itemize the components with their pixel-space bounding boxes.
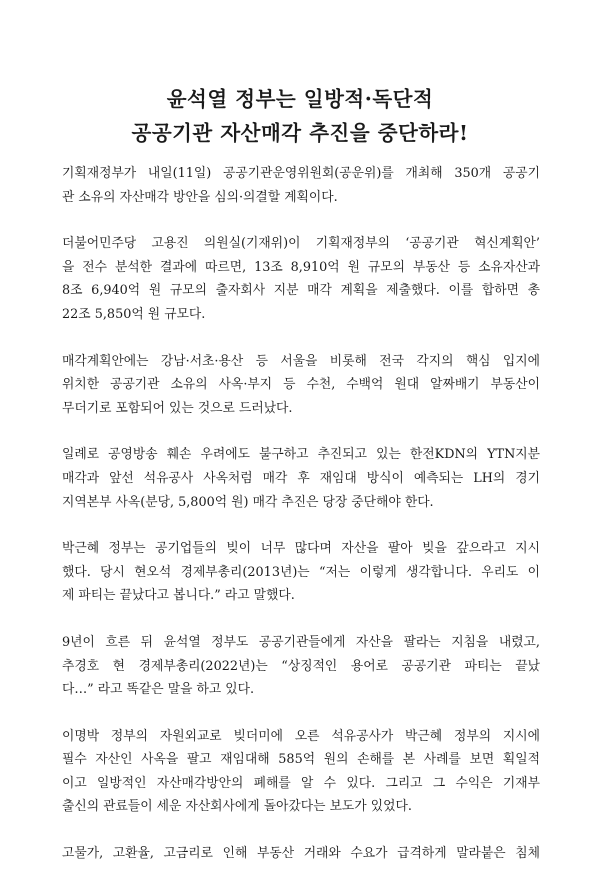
document-body — [62, 162, 540, 889]
text-line: 필수 자산인 사옥을 팔고 재임대해 585억 원의 손해를 본 사례를 보면 획일적 — [62, 752, 540, 768]
paragraph-6 — [62, 631, 540, 702]
title-line-2: 공공기관 자산매각 추진을 중단하라! — [131, 121, 469, 145]
text-line: 22조 5,850억 원 규모다. — [62, 306, 206, 322]
text-line: 제 파티는 끝났다고 봅니다.” 라고 말했다. — [62, 588, 295, 604]
document-title — [0, 82, 600, 150]
text-line: 일례로 공영방송 훼손 우려에도 불구하고 추진되고 있는 한전KDN의 YTN지분 — [62, 447, 540, 463]
paragraph-8 — [62, 842, 540, 866]
text-line: 다…” 라고 똑같은 말을 하고 있다. — [62, 682, 255, 698]
paragraph-2 — [62, 232, 540, 326]
paragraph-1 — [62, 162, 540, 209]
text-line: 박근혜 정부는 공기업들의 빚이 너무 많다며 자산을 팔아 빚을 갚으라고 지시 — [62, 541, 540, 557]
text-line: 8조 6,940억 원 규모의 출자회사 지분 매각 계획을 제출했다. 이를 합하면 총 — [62, 283, 540, 299]
text-line: 고물가, 고환율, 고금리로 인해 부동산 거래와 수요가 급격하게 말라붙은 침체 — [62, 846, 540, 862]
text-line: 출신의 관료들이 세운 자산회사에게 돌아갔다는 보도가 있었다. — [62, 799, 412, 815]
title-line-1: 윤석열 정부는 일방적·독단적 — [166, 87, 434, 111]
paragraph-4 — [62, 443, 540, 514]
paragraph-5 — [62, 537, 540, 608]
text-line: 매각과 앞선 석유공사 사옥처럼 매각 후 재임대 방식이 예측되는 LH의 경기 — [62, 470, 540, 486]
text-line: 매각계획안에는 강남·서초·용산 등 서울을 비롯해 전국 각지의 핵심 입지에 — [62, 353, 540, 369]
paragraph-3 — [62, 350, 540, 421]
text-line: 무더기로 포함되어 있는 것으로 드러났다. — [62, 400, 293, 416]
text-line: 이명박 정부의 자원외교로 빚더미에 오른 석유공사가 박근혜 정부의 지시에 — [62, 728, 540, 744]
text-line: 위치한 공공기관 소유의 사옥·부지 등 수천, 수백억 원대 알짜배기 부동산이 — [62, 377, 540, 393]
text-line: 더불어민주당 고용진 의원실(기재위)이 기획재정부의 ‘공공기관 혁신계획안’ — [62, 236, 540, 252]
text-line: 관 소유의 자산매각 방안을 심의·의결할 계획이다. — [62, 189, 338, 205]
text-line: 기획재정부가 내일(11일) 공공기관운영위원회(공운위)를 개최해 350개 공공기 — [62, 166, 540, 181]
text-line: 을 전수 분석한 결과에 따르면, 13조 8,910억 원 규모의 부동산 등 소유자산과 — [62, 259, 540, 275]
text-line: 했다. 당시 현오석 경제부총리(2013년)는 “저는 이렇게 생각합니다. 우리도 이 — [62, 564, 540, 580]
text-line: 지역본부 사옥(분당, 5,800억 원) 매각 추진은 당장 중단해야 한다. — [62, 494, 434, 510]
paragraph-7 — [62, 725, 540, 819]
text-line: 9년이 흐른 뒤 윤석열 정부도 공공기관들에게 자산을 팔라는 지침을 내렸고, — [62, 634, 540, 650]
text-line: 추경호 현 경제부총리(2022년)는 “상징적인 용어로 공공기관 파티는 끝났 — [62, 658, 540, 674]
text-line: 이고 일방적인 자산매각방안의 폐해를 알 수 있다. 그리고 그 수익은 기재부 — [62, 775, 540, 791]
